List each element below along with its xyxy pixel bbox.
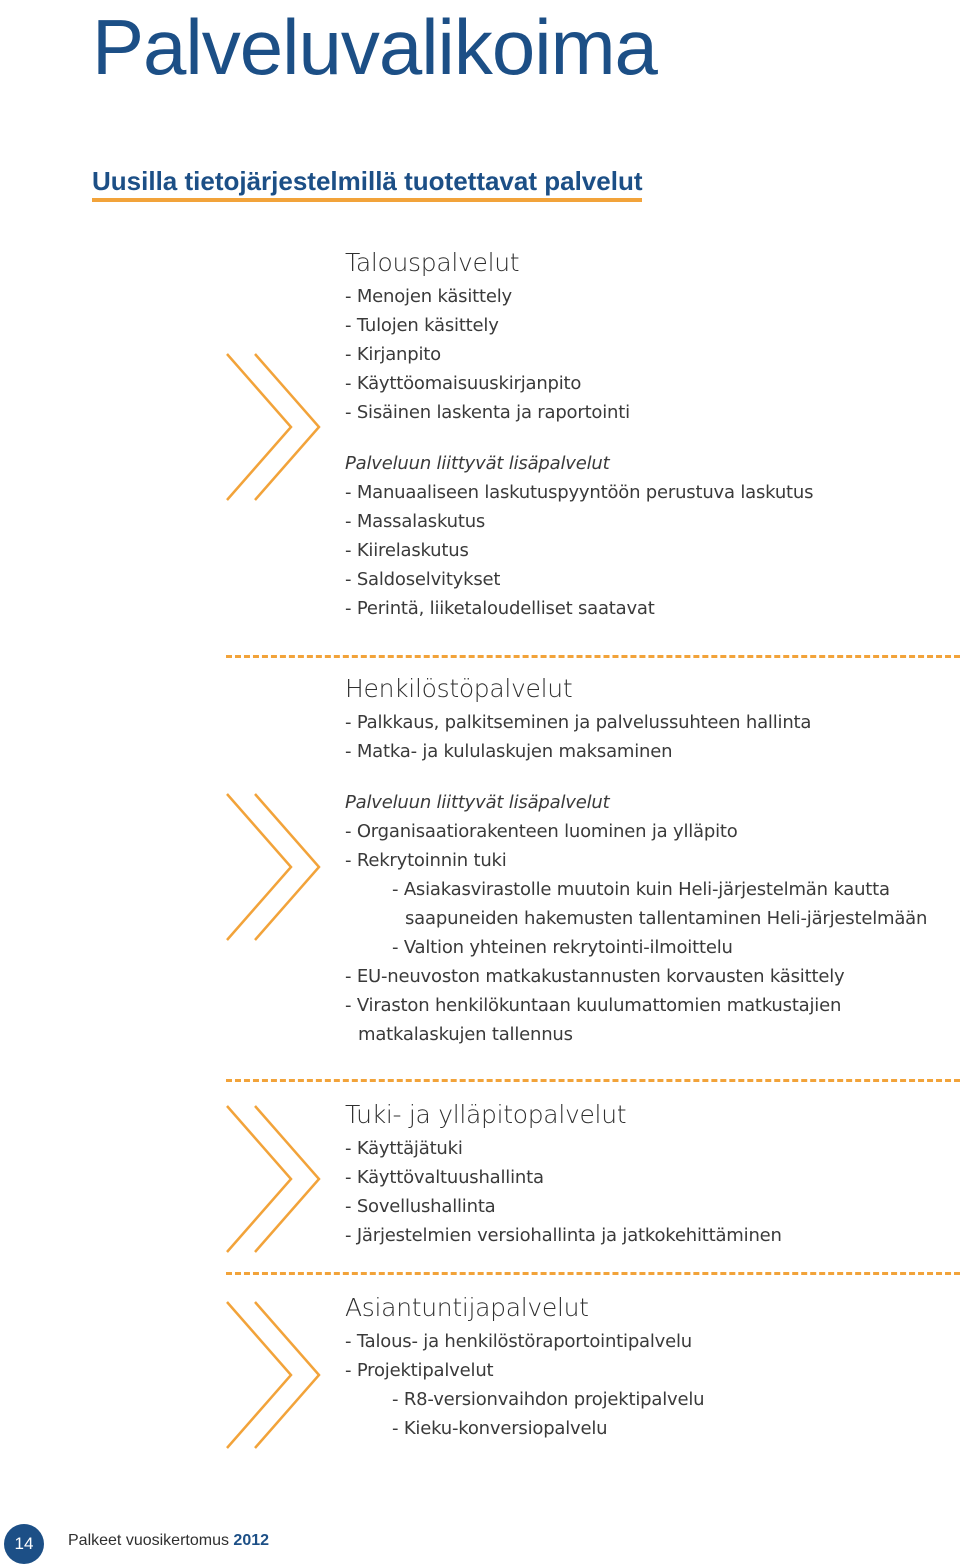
- footer-publication-name: Palkeet vuosikertomus: [68, 1532, 229, 1549]
- list-item: - Käyttövaltuushallinta: [345, 1167, 544, 1188]
- list-item: - Viraston henkilökuntaan kuulumattomien matkustajien: [345, 995, 842, 1016]
- list-item: - Järjestelmien versiohallinta ja jatkokehittäminen: [345, 1225, 782, 1246]
- list-item: - Asiakasvirastolle muutoin kuin Heli-järjestelmän kautta: [392, 879, 890, 900]
- list-item: - R8-versionvaihdon projektipalvelu: [392, 1389, 705, 1410]
- list-item: - Sovellushallinta: [345, 1196, 496, 1217]
- list-item: - Projektipalvelut: [345, 1360, 494, 1381]
- list-item: - Kiirelaskutus: [345, 540, 469, 561]
- page-title: Palveluvalikoima: [92, 3, 657, 91]
- list-item: - Organisaatiorakenteen luominen ja ylläpito: [345, 821, 738, 842]
- list-item: - Massalaskutus: [345, 511, 486, 532]
- extra-services-heading: Palveluun liittyvät lisäpalvelut: [345, 792, 610, 813]
- list-item: saapuneiden hakemusten tallentaminen Heli-järjestelmään: [405, 908, 928, 929]
- list-item: - Rekrytoinnin tuki: [345, 850, 507, 871]
- list-item: - Saldoselvitykset: [345, 569, 501, 590]
- list-item: - Käyttäjätuki: [345, 1138, 463, 1159]
- section-henkilostopalvelut: [345, 672, 955, 1049]
- section-talouspalvelut: [345, 246, 955, 623]
- list-item: - Valtion yhteinen rekrytointi-ilmoittelu: [392, 937, 733, 958]
- list-item: - Tulojen käsittely: [345, 315, 499, 336]
- double-chevron-right-icon: [223, 792, 323, 942]
- list-item: - EU-neuvoston matkakustannusten korvausten käsittely: [345, 966, 845, 987]
- list-item: - Matka- ja kululaskujen maksaminen: [345, 741, 673, 762]
- double-chevron-right-icon: [223, 1300, 323, 1450]
- list-item: - Sisäinen laskenta ja raportointi: [345, 402, 630, 423]
- section-title: Henkilöstöpalvelut: [345, 674, 573, 703]
- list-item: - Menojen käsittely: [345, 286, 513, 307]
- section-title: Tuki- ja ylläpitopalvelut: [345, 1100, 627, 1129]
- list-item: - Käyttöomaisuuskirjanpito: [345, 373, 582, 394]
- section-tuki-yllapitopalvelut: [345, 1098, 955, 1250]
- section-divider: [226, 1079, 960, 1082]
- list-item: matkalaskujen tallennus: [358, 1024, 573, 1045]
- page-number-badge: 14: [4, 1524, 44, 1564]
- list-item: - Palkkaus, palkitseminen ja palvelussuhteen hallinta: [345, 712, 812, 733]
- list-item: - Perintä, liiketaloudelliset saatavat: [345, 598, 655, 619]
- double-chevron-right-icon: [223, 1104, 323, 1254]
- list-item: - Kirjanpito: [345, 344, 441, 365]
- section-title: Asiantuntijapalvelut: [345, 1293, 589, 1322]
- section-divider: [226, 655, 960, 658]
- list-item: - Talous- ja henkilöstöraportointipalvelu: [345, 1331, 693, 1352]
- footer-year: 2012: [233, 1532, 270, 1549]
- page-subtitle: Uusilla tietojärjestelmillä tuotettavat palvelut: [92, 166, 642, 202]
- section-title: Talouspalvelut: [345, 248, 520, 277]
- footer-publication: [68, 1532, 269, 1550]
- section-divider: [226, 1272, 960, 1275]
- section-asiantuntijapalvelut: [345, 1291, 955, 1443]
- double-chevron-right-icon: [223, 352, 323, 502]
- list-item: - Kieku-konversiopalvelu: [392, 1418, 608, 1439]
- extra-services-heading: Palveluun liittyvät lisäpalvelut: [345, 453, 610, 474]
- list-item: - Manuaaliseen laskutuspyyntöön perustuva laskutus: [345, 482, 814, 503]
